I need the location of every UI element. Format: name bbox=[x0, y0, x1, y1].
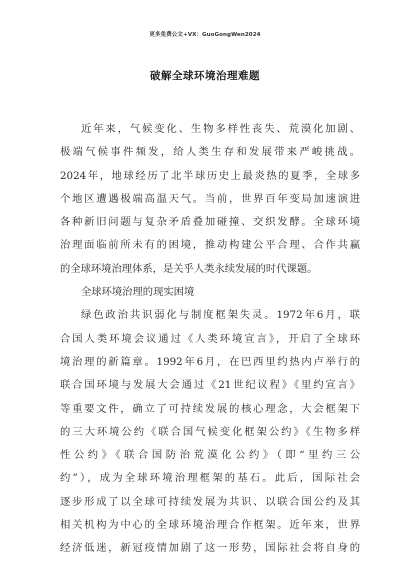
text-line: 2024年，地球经历了北半球历史上最炎热的夏季，全球多 bbox=[60, 169, 360, 182]
text-line: 极端气候事件频发，给人类生存和发展带来严峻挑战。 bbox=[60, 146, 360, 159]
header-note: 更多免费公文+VX：GuoGongWen2024 bbox=[149, 32, 261, 38]
text-line: 的全球环境治理体系，是关乎人类永续发展的时代课题。 bbox=[60, 262, 318, 275]
text-line: 相关机构为中心的全球环境治理合作框架。近年来，世界 bbox=[60, 519, 360, 532]
text-line: 的三大环境公约《联合国气候变化框架公约》《生物多样 bbox=[60, 425, 360, 438]
text-line: 近年来，气候变化、生物多样性丧失、荒漠化加剧、 bbox=[81, 123, 360, 135]
text-line: 个地区遭遇极端高温天气。当前，世界百年变局加速演进 bbox=[60, 192, 360, 205]
text-line: 境治理的新篇章。1992年6月，在巴西里约热内卢举行的 bbox=[60, 355, 360, 368]
text-line: 经济低迷，新冠疫情加剧了这一形势，国际社会将自身的 bbox=[60, 542, 360, 555]
text-line: 治理面临前所未有的困境，推动构建公平合理、合作共赢 bbox=[60, 239, 360, 252]
text-line: 合国人类环境会议通过《人类环境宣言》，开启了全球环 bbox=[60, 332, 360, 345]
text-line: 逐步形成了以全球可持续发展为共识、以联合国公约及其 bbox=[60, 495, 360, 508]
text-line: 约”），成为全球环境治理框架的基石。此后，国际社会 bbox=[60, 472, 360, 485]
document-title: 破解全球环境治理难题 bbox=[150, 70, 260, 82]
text-line: 各种新旧问题与复杂矛盾叠加碰撞、交织发酵。全球环境 bbox=[60, 216, 360, 229]
text-line: 性公约》《联合国防治荒漠化公约》（即“里约三公 bbox=[60, 449, 360, 462]
text-line: 等重要文件，确立了可持续发展的核心理念，大会框架下 bbox=[60, 402, 360, 415]
text-line: 绿色政治共识弱化与制度框架失灵。1972年6月，联 bbox=[81, 309, 360, 322]
text-line: 联合国环境与发展大会通过《21世纪议程》《里约宣言》 bbox=[60, 379, 360, 392]
body-text bbox=[60, 118, 360, 561]
text-line: 全球环境治理的现实困境 bbox=[81, 286, 195, 299]
